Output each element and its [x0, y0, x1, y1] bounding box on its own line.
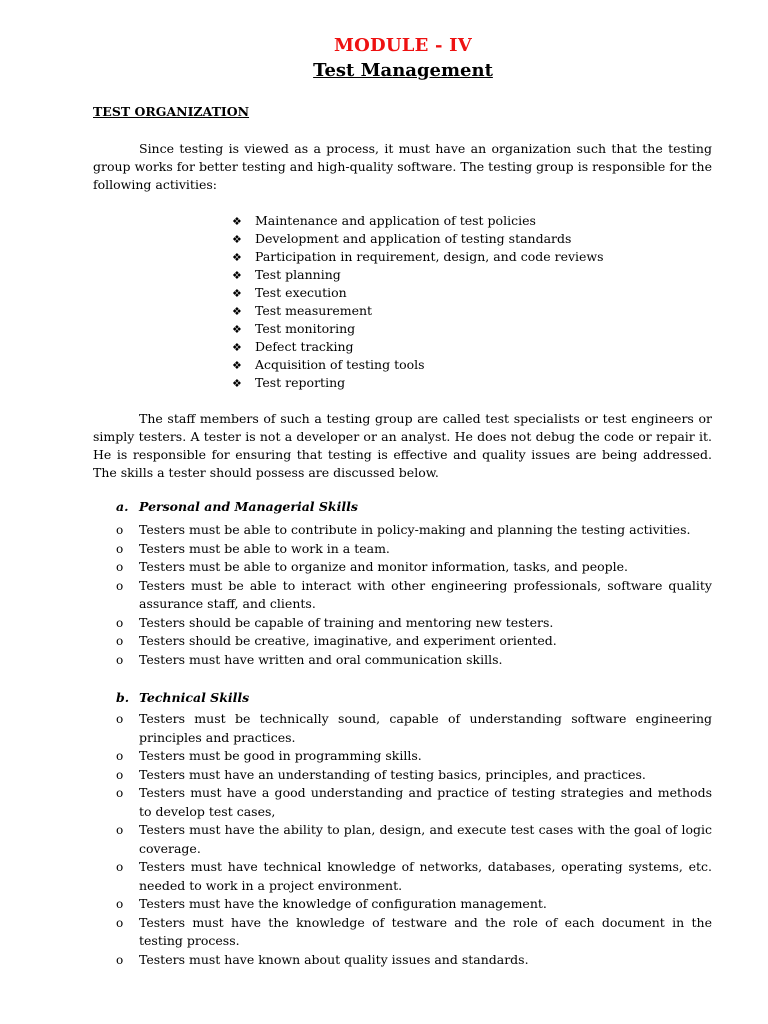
section-heading: TEST ORGANIZATION	[93, 104, 250, 119]
skill-item	[116, 784, 712, 821]
activity-text: Test execution	[255, 285, 347, 300]
skill-item	[116, 521, 712, 540]
diamond-bullet-icon: ❖	[232, 251, 242, 264]
activity-item	[232, 338, 604, 356]
skill-text: Testers must be able to work in a team.	[139, 540, 390, 556]
activity-text: Maintenance and application of test policies	[255, 213, 536, 228]
skill-item	[116, 577, 712, 614]
activity-text: Test measurement	[255, 303, 373, 318]
technical-skills-heading	[116, 690, 249, 705]
diamond-bullet-icon: ❖	[232, 269, 242, 282]
activity-item	[232, 302, 604, 320]
diamond-bullet-icon: ❖	[232, 323, 242, 336]
activity-text: Test planning	[255, 267, 341, 282]
circle-bullet-icon: o	[116, 767, 124, 782]
page-title: Test Management	[313, 60, 493, 81]
staff-paragraph	[93, 410, 712, 482]
circle-bullet-icon: o	[116, 823, 124, 837]
skill-item	[116, 747, 712, 766]
skill-text: Testers must be able to contribute in policy-making and planning the testing activities.	[139, 522, 691, 537]
circle-bullet-icon: o	[116, 860, 124, 874]
skill-text: Testers must have technical knowledge of networks, databases, operating systems, etc. needed to work in a project environment.	[139, 859, 712, 893]
skill-text: Testers must be able to interact with other engineering professionals, software quality assurance staff, and clients.	[139, 577, 712, 611]
skill-item	[116, 858, 712, 895]
activity-item	[232, 248, 604, 266]
skill-item	[116, 540, 712, 559]
skill-item	[116, 951, 712, 970]
activity-text: Defect tracking	[255, 339, 354, 354]
activity-text: Test monitoring	[255, 321, 356, 336]
circle-bullet-icon: o	[116, 915, 124, 930]
diamond-bullet-icon: ❖	[232, 215, 242, 228]
skill-item	[116, 614, 712, 633]
activity-text: Test reporting	[255, 375, 346, 390]
circle-bullet-icon: o	[116, 523, 124, 537]
module-title: MODULE - IV	[334, 35, 472, 56]
skill-text: Testers must have an understanding of testing basics, principles, and practices.	[139, 766, 646, 782]
circle-bullet-icon: o	[116, 897, 124, 911]
diamond-bullet-icon: ❖	[232, 287, 242, 300]
diamond-bullet-icon: ❖	[232, 341, 242, 354]
activity-item	[232, 356, 604, 374]
skill-text: Testers must be good in programming skills.	[139, 748, 422, 763]
skill-item	[116, 651, 712, 670]
diamond-bullet-icon: ❖	[232, 305, 242, 318]
activity-item	[232, 266, 604, 284]
skill-text: Testers must have the knowledge of testware and the role of each document in the testing process.	[139, 914, 712, 948]
technical-skills-title: Technical Skills	[139, 690, 250, 705]
intro-text: Since testing is viewed as a process, it must have an organization such that the testing group works for better testing and high-quality software. The testing group is responsible for the following activities:	[93, 141, 712, 192]
skill-item	[116, 821, 712, 858]
skill-item	[116, 914, 712, 951]
intro-paragraph	[93, 140, 712, 194]
skill-item	[116, 710, 712, 747]
circle-bullet-icon: o	[116, 634, 124, 648]
activity-item	[232, 320, 604, 338]
circle-bullet-icon: o	[116, 652, 124, 667]
skill-text: Testers must have the ability to plan, design, and execute test cases with the goal of logic coverage.	[139, 822, 712, 856]
circle-bullet-icon: o	[116, 578, 124, 593]
skill-text: Testers must be able to organize and monitor information, tasks, and people.	[139, 559, 628, 574]
skill-item	[116, 558, 712, 577]
activity-item	[232, 374, 604, 392]
activity-item	[232, 212, 604, 230]
circle-bullet-icon: o	[116, 615, 124, 630]
skill-text: Testers must have written and oral communication skills.	[139, 651, 503, 667]
technical-skills-list	[116, 710, 712, 969]
diamond-bullet-icon: ❖	[232, 377, 242, 390]
personal-skills-list	[116, 521, 712, 669]
circle-bullet-icon: o	[116, 786, 124, 800]
activity-item	[232, 284, 604, 302]
circle-bullet-icon: o	[116, 952, 124, 967]
activity-item	[232, 230, 604, 248]
skill-item	[116, 632, 712, 651]
skill-item	[116, 895, 712, 914]
skill-text: Testers must have the knowledge of configuration management.	[139, 896, 547, 911]
activity-text: Acquisition of testing tools	[255, 357, 425, 372]
personal-skills-letter: a.	[116, 499, 129, 514]
skill-text: Testers must be technically sound, capable of understanding software engineering principles and practices.	[139, 711, 712, 745]
technical-skills-letter: b.	[116, 690, 130, 705]
skill-text: Testers must have known about quality issues and standards.	[139, 951, 529, 967]
circle-bullet-icon: o	[116, 749, 124, 763]
diamond-bullet-icon: ❖	[232, 359, 242, 372]
circle-bullet-icon: o	[116, 541, 124, 556]
activities-list	[232, 212, 604, 392]
circle-bullet-icon: o	[116, 712, 124, 726]
diamond-bullet-icon: ❖	[232, 233, 242, 246]
skill-text: Testers should be capable of training and mentoring new testers.	[139, 614, 554, 630]
skill-item	[116, 766, 712, 785]
activity-text: Development and application of testing standards	[255, 231, 572, 246]
personal-skills-heading	[116, 499, 358, 514]
skill-text: Testers should be creative, imaginative, and experiment oriented.	[139, 633, 557, 648]
staff-text: The staff members of such a testing group are called test specialists or test engineers or simply testers. A tester is not a developer or an analyst. He does not debug the code or repair it. He is responsible for ensuring that testing is effective and quality issues are being addressed. The skills a tester should possess are discussed below.	[93, 411, 712, 480]
activity-text: Participation in requirement, design, and code reviews	[255, 249, 604, 264]
personal-skills-title: Personal and Managerial Skills	[139, 499, 358, 514]
skill-text: Testers must have a good understanding and practice of testing strategies and methods to develop test cases,	[139, 785, 712, 819]
circle-bullet-icon: o	[116, 560, 124, 574]
